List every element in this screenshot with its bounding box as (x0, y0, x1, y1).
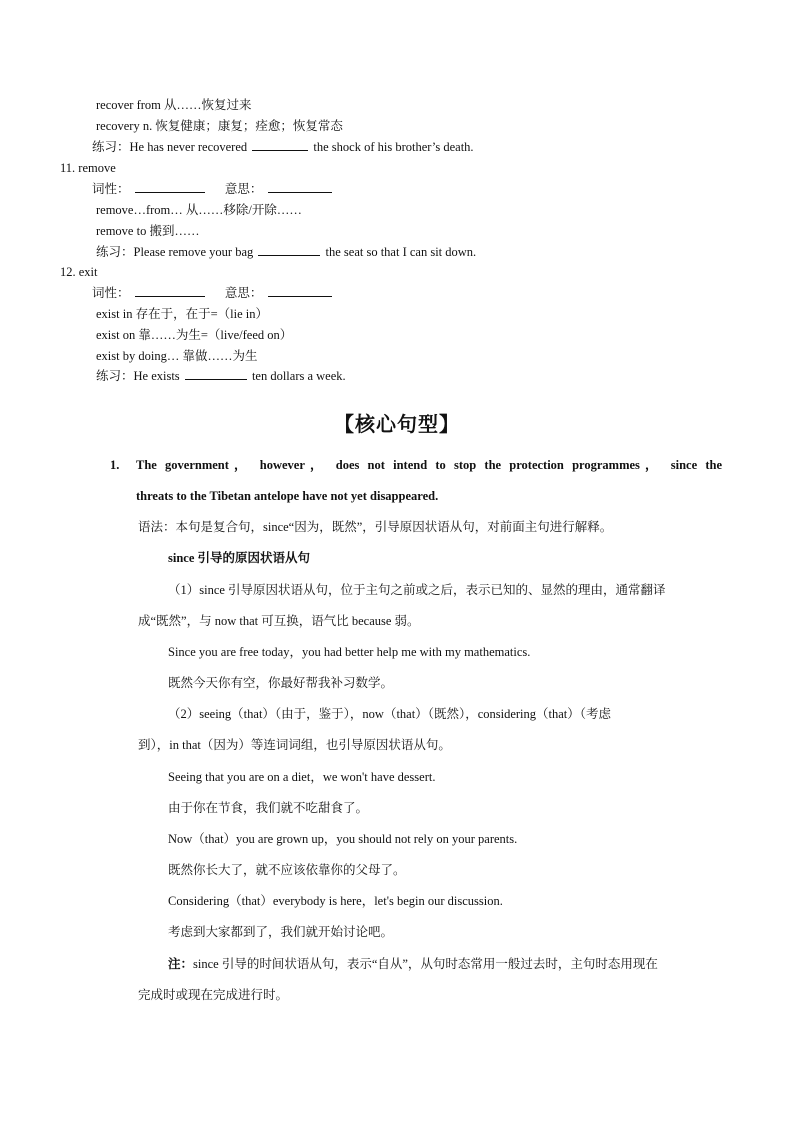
exercise-remove (96, 244, 476, 260)
exist-in-line: exist in 存在于，在于=（lie in） (96, 307, 268, 321)
word-heading-exit: 12. exit (60, 265, 98, 279)
core-item-number: 1. (110, 458, 120, 472)
note-text: since 引导的时间状语从句，表示“自从”，从句时态常用一般过去时，主句时态用现在 (193, 957, 658, 971)
answer-blank[interactable] (185, 368, 247, 380)
section-title: 【核心句型】 (334, 412, 460, 436)
exit-pos-meaning (92, 285, 334, 301)
pos-label: 词性： (92, 286, 130, 300)
pos-label: 词性： (92, 182, 130, 196)
meaning-label: 意思： (224, 182, 263, 196)
exercise-recover-pre: 练习：He has never recovered (92, 140, 248, 154)
answer-blank[interactable] (258, 244, 320, 256)
exercise-remove-post: the seat so that I can sit down. (325, 245, 477, 259)
example2-english: Seeing that you are on a diet，we won't have dessert. (168, 770, 436, 784)
word-heading-remove: 11. remove (60, 161, 116, 175)
point2-line2: 到），in that（因为）等连词词组，也引导原因状语从句。 (138, 738, 451, 752)
subheading: since 引导的原因状语从句 (168, 551, 311, 565)
remove-from-line: remove…from… 从……移除/开除…… (96, 203, 302, 217)
example4-chinese: 考虑到大家都到了，我们就开始讨论吧。 (168, 925, 394, 939)
remove-pos-meaning (92, 181, 334, 197)
meaning-label: 意思： (224, 286, 263, 300)
point2-line1: （2）seeing（that）（由于，鉴于），now（that）（既然），considering（that）（考虑 (168, 707, 612, 721)
answer-blank[interactable] (252, 139, 308, 151)
point1-line2: 成“既然”，与 now that 可互换，语气比 because 弱。 (138, 614, 420, 628)
remove-to-line: remove to 搬到…… (96, 224, 200, 238)
note-label: 注： (168, 957, 194, 971)
recover-from-line: recover from 从……恢复过来 (96, 98, 252, 112)
core-sentence-line2: threats to the Tibetan antelope have not yet disappeared. (136, 489, 439, 503)
exercise-exist-post: ten dollars a week. (251, 369, 346, 383)
example1-chinese: 既然今天你有空，你最好帮我补习数学。 (168, 676, 394, 690)
note-line2: 完成时或现在完成进行时。 (138, 988, 289, 1002)
example3-english: Now（that）you are grown up，you should not rely on your parents. (168, 832, 518, 846)
meaning-blank[interactable] (268, 181, 332, 193)
meaning-blank[interactable] (268, 285, 332, 297)
exist-by-line: exist by doing… 靠做……为生 (96, 349, 258, 363)
grammar-line: 语法：本句是复合句，since“因为，既然”，引导原因状语从句，对前面主句进行解释。 (138, 520, 613, 534)
exercise-recover-post: the shock of his brother’s death. (313, 140, 474, 154)
example1-english: Since you are free today，you had better help me with my mathematics. (168, 645, 531, 659)
pos-blank[interactable] (135, 181, 205, 193)
exercise-recover (92, 139, 474, 155)
exercise-exist-pre: 练习：He exists (96, 369, 180, 383)
exercise-exist (96, 368, 346, 384)
note-line1 (168, 956, 658, 972)
pos-blank[interactable] (135, 285, 205, 297)
exist-on-line: exist on 靠……为生=（live/feed on） (96, 328, 293, 342)
point1-line1: （1）since 引导原因状语从句，位于主句之前或之后，表示已知的、显然的理由，通常翻译 (168, 583, 666, 597)
exercise-remove-pre: 练习：Please remove your bag (96, 245, 254, 259)
example2-chinese: 由于你在节食，我们就不吃甜食了。 (168, 801, 369, 815)
core-sentence-line1: The government， however， does not intend to stop the protection programmes， since the (136, 458, 722, 472)
example4-english: Considering（that）everybody is here，let's begin our discussion. (168, 894, 503, 908)
example3-chinese: 既然你长大了，就不应该依靠你的父母了。 (168, 863, 406, 877)
recovery-line: recovery n. 恢复健康；康复；痊愈；恢复常态 (96, 119, 343, 133)
